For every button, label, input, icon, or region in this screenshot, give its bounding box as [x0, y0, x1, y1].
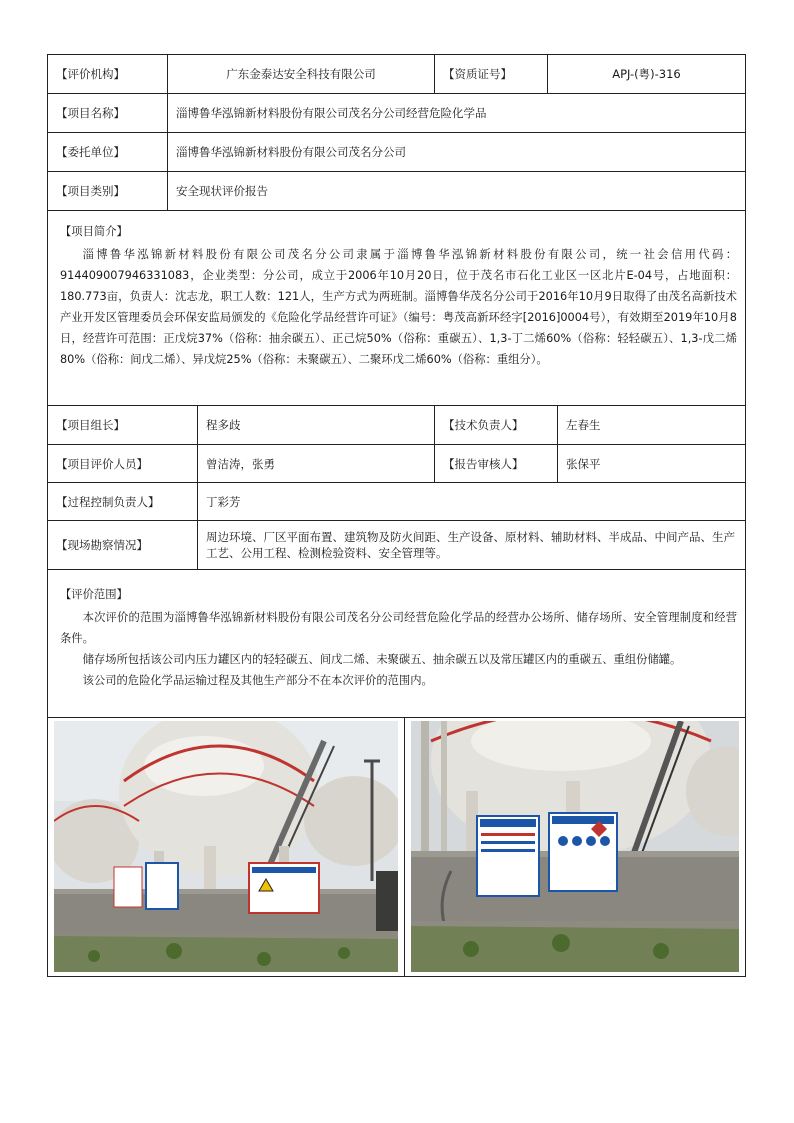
tech-label: 【技术负责人】	[434, 406, 557, 444]
intro-label: 【项目简介】	[60, 225, 128, 238]
scope-label: 【评价范围】	[60, 588, 128, 601]
intro-block	[48, 211, 745, 405]
reviewer-label: 【报告审核人】	[434, 445, 557, 482]
cert-label: 【资质证号】	[434, 55, 547, 93]
project-name-row	[48, 94, 745, 133]
process-row	[48, 483, 745, 521]
reviewer-value: 张保平	[557, 445, 745, 482]
scope-paragraph-3: 该公司的危险化学品运输过程及其他生产部分不在本次评价的范围内。	[82, 674, 433, 687]
leader-row	[48, 406, 745, 445]
leader-value: 程多歧	[197, 406, 434, 444]
evaluators-row	[48, 445, 745, 483]
spherical-tank-photo-2	[411, 721, 739, 972]
site-photo-left	[48, 718, 404, 976]
scope-block	[48, 570, 745, 717]
tech-value: 左春生	[557, 406, 745, 444]
intro-text: 淄博鲁华泓锦新材料股份有限公司茂名分公司隶属于淄博鲁华泓锦新材料股份有限公司，统一社会信用代码：914409007946331083，企业类型：分公司，成立于2006年10月20日，位于茂名市石化工业区一区北片E-04号，占地面积：180.773亩，负责人：沈志龙，职工人数：121人，生产方式为两班制。淄博鲁华茂名分公司于2016年10月9日取得了由茂名高新技术产业开发区管理委员会环保安监局颁发的《危险化学品经营许可证》（编号：粤茂高新环经字[2016]0004号），有效期至2019年10月8日，经营许可范围：正戊烷37%（俗称：抽余碳五）、正己烷50%（俗称：重碳五）、1,3-丁二烯60%（俗称：轻轻碳五）、1,3-戊二烯80%（俗称：间戊二烯）、异戊烷25%（俗称：未聚碳五）、二聚环戊二烯60%（俗称：重组分）。	[60, 248, 737, 366]
client-row	[48, 133, 745, 172]
org-label: 【评价机构】	[56, 67, 125, 81]
project-name-value: 淄博鲁华泓锦新材料股份有限公司茂名分公司经营危险化学品	[167, 94, 745, 132]
survey-row	[48, 521, 745, 570]
project-name-label: 【项目名称】	[56, 106, 125, 120]
process-label: 【过程控制负责人】	[56, 494, 160, 509]
org-row	[48, 55, 745, 94]
survey-label: 【现场勘察情况】	[56, 538, 148, 552]
client-label: 【委托单位】	[56, 145, 125, 159]
intro-row	[48, 211, 745, 406]
evaluators-label: 【项目评价人员】	[56, 456, 148, 471]
scope-paragraph-2: 储存场所包括该公司内压力罐区内的轻轻碳五、间戊二烯、未聚碳五、抽余碳五以及常压罐区内的重碳五、重组份储罐。	[82, 653, 682, 666]
category-row	[48, 172, 745, 211]
client-value: 淄博鲁华泓锦新材料股份有限公司茂名分公司	[167, 133, 745, 171]
spherical-tank-photo-1	[54, 721, 398, 972]
report-form	[47, 54, 746, 977]
category-value: 安全现状评价报告	[167, 172, 745, 210]
leader-label: 【项目组长】	[56, 418, 125, 432]
cert-value: APJ-(粤)-316	[547, 55, 745, 93]
category-label: 【项目类别】	[56, 184, 125, 198]
evaluators-value: 曾洁涛，张勇	[197, 445, 434, 482]
process-value: 丁彩芳	[197, 483, 745, 520]
survey-value: 周边环境、厂区平面布置、建筑物及防火间距、生产设备、原材料、辅助材料、半成品、中间产品、生产工艺、公用工程、检测检验资料、安全管理等。	[197, 521, 745, 569]
scope-paragraph-1: 本次评价的范围为淄博鲁华泓锦新材料股份有限公司茂名分公司经营危险化学品的经营办公场所、储存场所、安全管理制度和经营条件。	[60, 611, 737, 645]
site-photo-right	[404, 718, 745, 976]
scope-row	[48, 570, 745, 718]
photo-row	[48, 718, 745, 976]
org-value: 广东金泰达安全科技有限公司	[167, 55, 434, 93]
